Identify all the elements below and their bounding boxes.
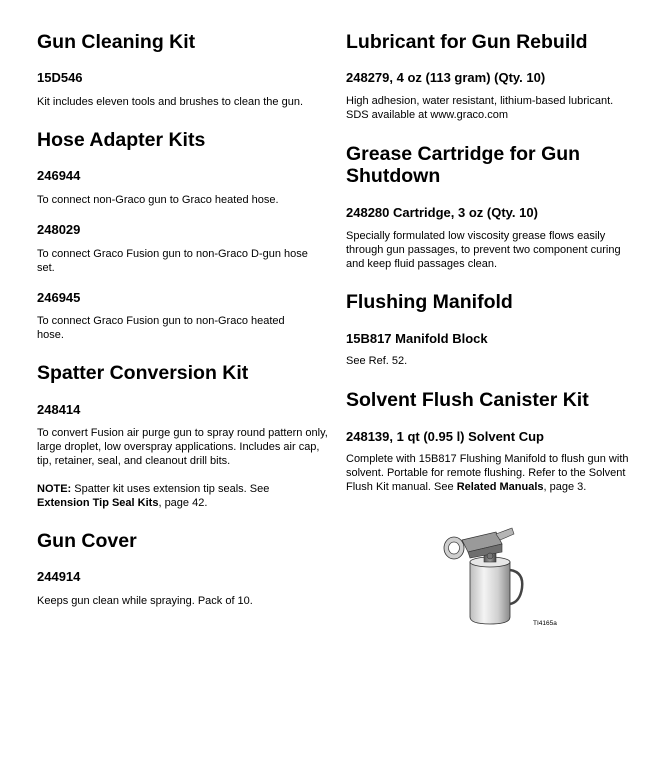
grease-cartridge-desc: Specially formulated low viscosity grease flows easily through gun passages, to prevent two component curing and keep fluid passages clean.: [346, 230, 621, 270]
hose-adapter-part-3: 246945: [37, 290, 81, 305]
grease-cartridge-heading-line1: Grease Cartridge for Gun: [346, 143, 581, 165]
hose-adapter-desc-1: To connect non-Graco gun to Graco heated hose.: [37, 194, 279, 206]
extension-tip-seal-kits-link[interactable]: Extension Tip Seal Kits: [37, 497, 159, 509]
gun-cover-part: 244914: [37, 569, 81, 584]
grease-cartridge-heading-line2: Shutdown: [346, 165, 441, 187]
gun-cover-heading: Gun Cover: [37, 530, 137, 552]
spatter-conversion-desc: To convert Fusion air purge gun to spray round pattern only, large droplet, low overspray applications. Includes air cap, tip, retainer, seal, and cleanout drill bits.: [37, 427, 328, 467]
flushing-manifold-desc: See Ref. 52.: [346, 355, 408, 367]
note-text: Spatter kit uses extension tip seals. See: [74, 483, 270, 495]
lubricant-heading: Lubricant for Gun Rebuild: [346, 31, 588, 53]
solvent-flush-part: 248139, 1 qt (0.95 l) Solvent Cup: [346, 429, 544, 444]
figure-label: TI4165a: [533, 620, 557, 627]
solvent-flush-heading: Solvent Flush Canister Kit: [346, 389, 589, 411]
spatter-conversion-part: 248414: [37, 402, 81, 417]
grease-cartridge-part: 248280 Cartridge, 3 oz (Qty. 10): [346, 205, 538, 220]
lubricant-part: 248279, 4 oz (113 gram) (Qty. 10): [346, 70, 546, 85]
hose-adapter-part-2: 248029: [37, 222, 81, 237]
flushing-manifold-part: 15B817 Manifold Block: [346, 331, 488, 346]
gun-cleaning-kit-desc: Kit includes eleven tools and brushes to clean the gun.: [37, 96, 304, 108]
note-label: NOTE:: [37, 483, 72, 495]
solvent-flush-desc: [346, 452, 638, 494]
note-tail: , page 42.: [158, 497, 208, 509]
spatter-conversion-kit-heading: Spatter Conversion Kit: [37, 362, 249, 384]
related-manuals-link[interactable]: Related Manuals: [456, 481, 544, 493]
hose-adapter-desc-2: To connect Graco Fusion gun to non-Graco D-gun hose set.: [37, 248, 308, 274]
hose-adapter-part-1: 246944: [37, 168, 81, 183]
solvent-flush-desc-text: Complete with 15B817 Flushing Manifold to flush gun with solvent. Portable for remote flushing. Refer to the Solvent Flush Kit manual. See: [346, 453, 629, 493]
gun-cleaning-kit-part: 15D546: [37, 70, 83, 85]
hose-adapter-desc-3: To connect Graco Fusion gun to non-Graco heated hose.: [37, 315, 285, 341]
gun-cover-desc: Keeps gun clean while spraying. Pack of 10.: [37, 595, 253, 607]
flushing-manifold-heading: Flushing Manifold: [346, 291, 513, 313]
spatter-note: [37, 482, 317, 510]
solvent-canister-illustration: [440, 522, 560, 632]
hose-adapter-kits-heading: Hose Adapter Kits: [37, 129, 206, 151]
solvent-flush-desc-tail: , page 3.: [543, 481, 587, 493]
gun-cleaning-kit-heading: Gun Cleaning Kit: [37, 31, 196, 53]
lubricant-desc: High adhesion, water resistant, lithium-based lubricant. SDS available at www.graco.com: [346, 95, 614, 121]
